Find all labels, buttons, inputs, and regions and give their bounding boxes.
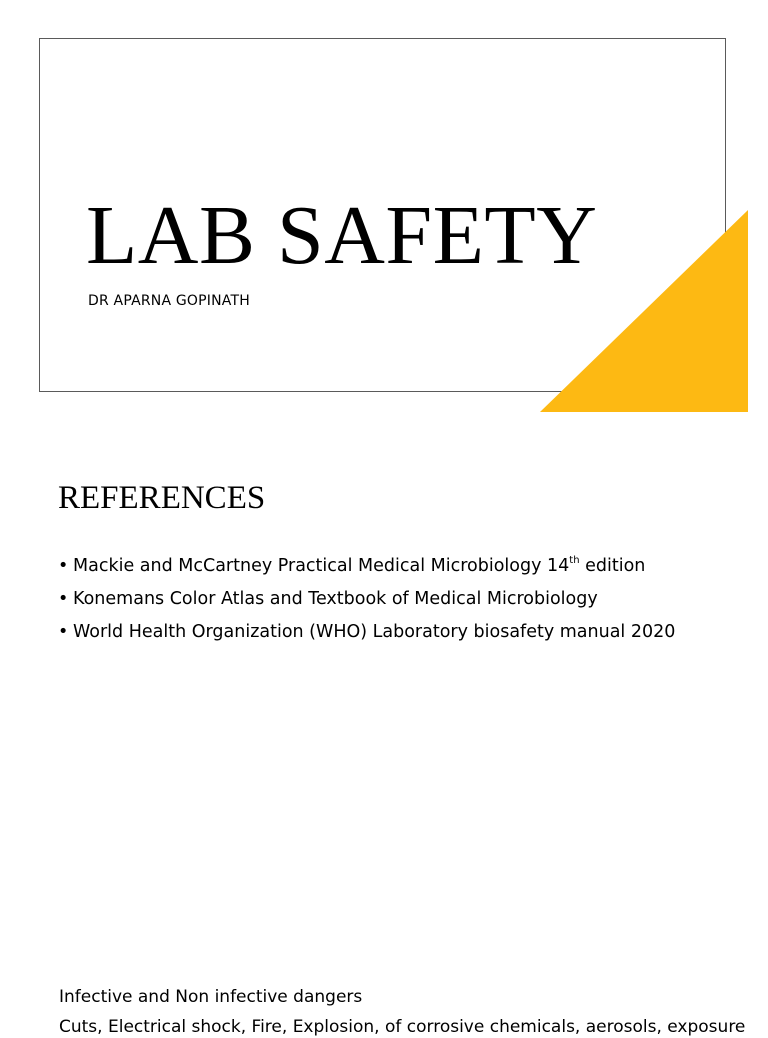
reference-superscript: th xyxy=(569,555,580,566)
references-list xyxy=(58,550,675,649)
references-heading: REFERENCES xyxy=(58,480,266,516)
reference-item xyxy=(58,583,675,616)
references-slide xyxy=(0,440,768,960)
reference-text: Mackie and McCartney Practical Medical Microbiology 14 xyxy=(73,556,570,576)
reference-item xyxy=(58,550,675,583)
reference-text: Konemans Color Atlas and Textbook of Medical Microbiology xyxy=(73,589,598,609)
reference-text: World Health Organization (WHO) Laboratory biosafety manual 2020 xyxy=(73,622,676,642)
dangers-slide xyxy=(0,980,768,1037)
bullet-icon: • xyxy=(58,556,69,576)
reference-item xyxy=(58,616,675,649)
author-name: DR APARNA GOPINATH xyxy=(88,293,250,309)
dangers-list-text: Cuts, Electrical shock, Fire, Explosion, of corrosive chemicals, aerosols, exposure xyxy=(59,1017,746,1037)
reference-text-suffix: edition xyxy=(579,556,646,576)
dangers-heading: Infective and Non infective dangers xyxy=(59,987,363,1007)
bullet-icon: • xyxy=(58,622,69,642)
title-slide xyxy=(0,0,768,420)
slide-title: LAB SAFETY xyxy=(86,189,598,282)
bullet-icon: • xyxy=(58,589,69,609)
